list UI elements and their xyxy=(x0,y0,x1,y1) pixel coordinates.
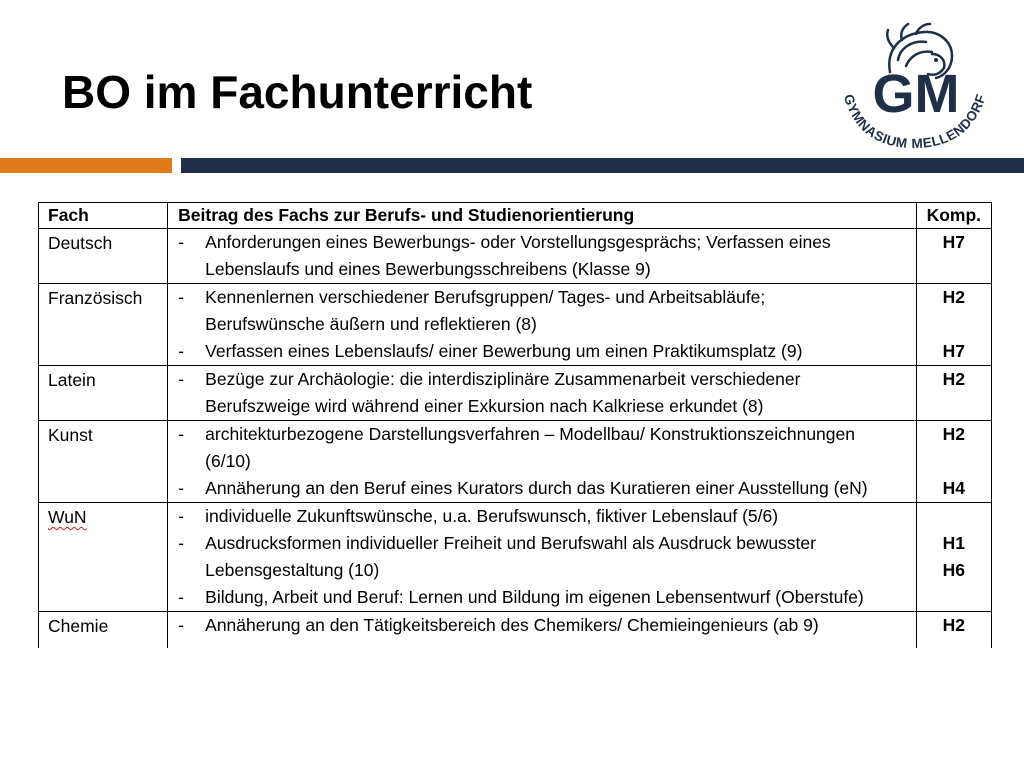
subject-label: Deutsch xyxy=(48,233,113,253)
item-line: Bezüge zur Archäologie: die interdisziplinäre Zusammenarbeit verschiedener xyxy=(205,369,801,389)
competence-code xyxy=(917,584,991,611)
competence-cell xyxy=(916,366,991,421)
orientation-table xyxy=(38,202,992,648)
header-contribution: Beitrag des Fachs zur Berufs- und Studienorientierung xyxy=(168,203,917,229)
competence-cell xyxy=(916,284,991,366)
item-text xyxy=(205,421,916,475)
item-text xyxy=(205,475,916,502)
list-item xyxy=(168,475,916,502)
list-item xyxy=(168,612,916,639)
competence-code: H4 xyxy=(942,478,966,498)
contribution-cell xyxy=(168,284,917,366)
subject-cell xyxy=(39,612,168,641)
list-item xyxy=(168,284,916,338)
competence-cell xyxy=(916,229,991,284)
item-line: (6/10) xyxy=(205,451,251,471)
subject-cell xyxy=(39,503,168,612)
competence-code xyxy=(917,448,991,475)
item-line: Berufszweige wird während einer Exkursion nach Kalkriese erkundet (8) xyxy=(205,396,764,416)
subject-cell xyxy=(39,421,168,503)
contribution-cell xyxy=(168,421,917,503)
empty-cell xyxy=(39,640,168,648)
item-line: Annäherung an den Tätigkeitsbereich des Chemikers/ Chemieingenieurs (ab 9) xyxy=(205,615,819,635)
competence-cell xyxy=(916,421,991,503)
subject-label: Französisch xyxy=(48,288,143,308)
item-line: Verfassen eines Lebenslaufs/ einer Bewerbung um einen Praktikumsplatz (9) xyxy=(205,341,803,361)
competence-code: H6 xyxy=(942,560,966,580)
item-line: Annäherung an den Beruf eines Kurators durch das Kuratieren einer Ausstellung (eN) xyxy=(205,478,868,498)
lion-head-icon xyxy=(828,20,1000,152)
competence-code xyxy=(917,311,991,338)
subject-cell xyxy=(39,284,168,366)
item-line: Lebenslaufs und eines Bewerbungsschreibens (Klasse 9) xyxy=(205,259,651,279)
item-text xyxy=(205,284,916,338)
empty-cell xyxy=(168,640,917,648)
subject-label: Kunst xyxy=(48,425,93,445)
contribution-cell xyxy=(168,229,917,284)
contribution-cell xyxy=(168,612,917,641)
item-text xyxy=(205,530,916,584)
item-text xyxy=(205,612,916,639)
item-text xyxy=(205,229,916,283)
competence-cell xyxy=(916,503,991,612)
bullet-dash: - xyxy=(178,533,184,553)
bullet-dash: - xyxy=(178,506,184,526)
item-line: Ausdrucksformen individueller Freiheit und Berufswahl als Ausdruck bewusster xyxy=(205,533,816,553)
list-item xyxy=(168,338,916,365)
bullet-dash: - xyxy=(178,287,184,307)
bullet-dash: - xyxy=(178,478,184,498)
competence-code: H2 xyxy=(942,424,966,444)
list-item xyxy=(168,530,916,584)
school-logo xyxy=(828,20,1000,152)
competence-code xyxy=(917,393,991,420)
item-line: Kennenlernen verschiedener Berufsgruppen/ Tages- und Arbeitsabläufe; xyxy=(205,287,766,307)
table-row xyxy=(39,612,992,641)
header-subject: Fach xyxy=(39,203,168,229)
table-row xyxy=(39,503,992,612)
list-item xyxy=(168,503,916,530)
subject-label: Latein xyxy=(48,370,96,390)
item-line: Berufswünsche äußern und reflektieren (8) xyxy=(205,314,537,334)
item-text xyxy=(205,338,916,365)
subject-cell xyxy=(39,229,168,284)
list-item xyxy=(168,421,916,475)
bullet-dash: - xyxy=(178,341,184,361)
item-line: Anforderungen eines Bewerbungs- oder Vorstellungsgesprächs; Verfassen eines xyxy=(205,232,831,252)
bullet-dash: - xyxy=(178,369,184,389)
item-line: Lebensgestaltung (10) xyxy=(205,560,380,580)
header-competence: Komp. xyxy=(916,203,991,229)
item-text xyxy=(205,584,916,611)
accent-bar-navy xyxy=(181,158,1024,173)
table-body xyxy=(39,229,992,649)
bullet-dash: - xyxy=(178,587,184,607)
table-row xyxy=(39,366,992,421)
list-item xyxy=(168,584,916,611)
bullet-dash: - xyxy=(178,232,184,252)
table-row-continuation xyxy=(39,640,992,648)
bullet-dash: - xyxy=(178,424,184,444)
competence-code xyxy=(917,503,991,530)
subject-cell xyxy=(39,366,168,421)
list-item xyxy=(168,229,916,283)
contribution-cell xyxy=(168,503,917,612)
svg-text:GYMNASIUM MELLENDORF: GYMNASIUM MELLENDORF xyxy=(840,92,989,152)
competence-code: H2 xyxy=(942,287,966,307)
table-row xyxy=(39,229,992,284)
subject-label: Chemie xyxy=(48,616,109,636)
bullet-dash: - xyxy=(178,615,184,635)
contribution-cell xyxy=(168,366,917,421)
item-text xyxy=(205,503,916,530)
item-line: individuelle Zukunftswünsche, u.a. Berufswunsch, fiktiver Lebenslauf (5/6) xyxy=(205,506,779,526)
empty-cell xyxy=(916,640,991,648)
competence-code: H7 xyxy=(942,341,966,361)
table-header-row xyxy=(39,203,992,229)
competence-code: H1 xyxy=(942,533,966,553)
competence-code: H2 xyxy=(942,615,966,635)
list-item xyxy=(168,366,916,420)
table-row xyxy=(39,421,992,503)
slide-title: BO im Fachunterricht xyxy=(62,66,533,118)
table-row xyxy=(39,284,992,366)
svg-text:GM: GM xyxy=(872,64,960,124)
item-line: Bildung, Arbeit und Beruf: Lernen und Bildung im eigenen Lebensentwurf (Oberstufe) xyxy=(205,587,864,607)
competence-cell xyxy=(916,612,991,641)
item-line: architekturbezogene Darstellungsverfahren – Modellbau/ Konstruktionszeichnungen xyxy=(205,424,855,444)
accent-bar-orange xyxy=(0,158,172,173)
competence-code: H2 xyxy=(942,369,966,389)
competence-code xyxy=(917,256,991,283)
item-text xyxy=(205,366,916,420)
competence-code: H7 xyxy=(942,232,966,252)
subject-label: WuN xyxy=(48,507,87,527)
